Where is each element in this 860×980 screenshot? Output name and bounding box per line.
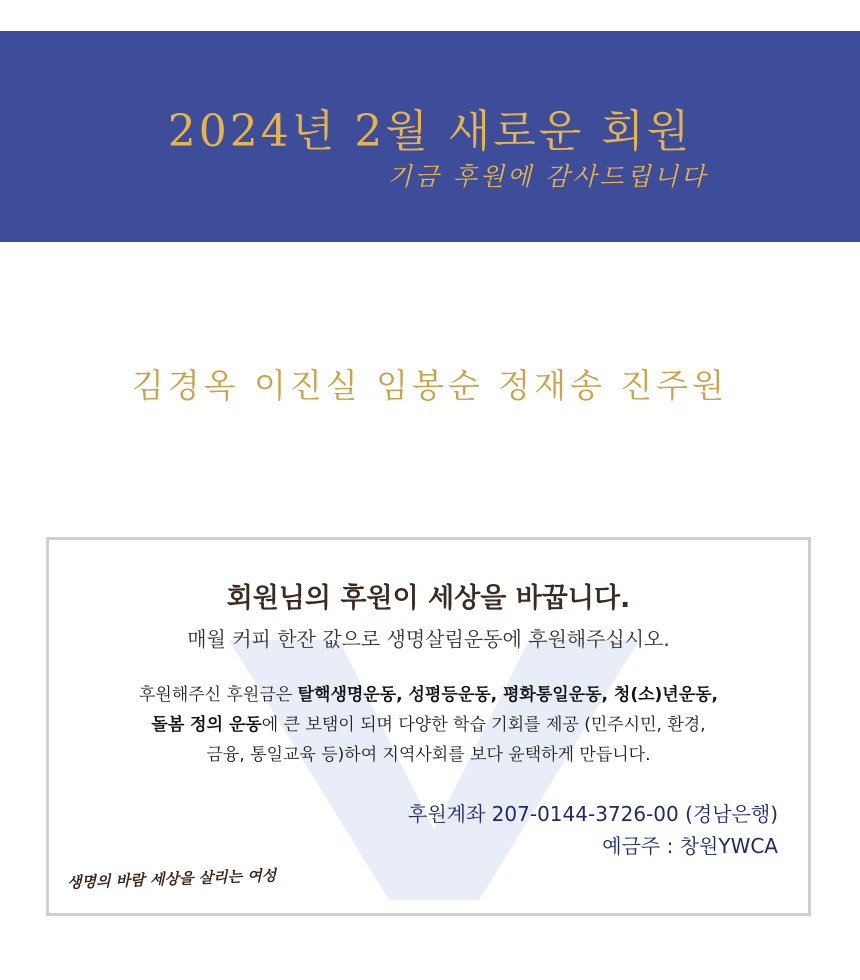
account-info	[408, 798, 778, 862]
donation-info-box	[46, 537, 811, 916]
box-heading: 회원님의 후원이 세상을 바꿉니다.	[226, 583, 631, 614]
body-line-2: 돌봄 정의 운동에 큰 보탬이 되며 다양한 학습 기회를 제공 (민주시민, 환경,	[151, 715, 706, 735]
box-subheading: 매월 커피 한잔 값으로 생명살림운동에 후원해주십시오.	[187, 627, 670, 651]
new-members-names: 김경옥 이진실 임봉순 정재송 진주원	[131, 366, 729, 405]
box-body-text	[49, 680, 808, 770]
header-banner	[0, 31, 860, 242]
banner-title: 2024년 2월 새로운 회원	[167, 106, 693, 157]
account-holder: 예금주 : 창원YWCA	[602, 834, 778, 858]
slogan-text: 생명의 바람 세상을 살리는 여성	[66, 866, 277, 892]
banner-subtitle: 기금 후원에 감사드립니다	[387, 162, 708, 191]
body-line-3: 금융, 통일교육 등)하여 지역사회를 보다 윤택하게 만듭니다.	[206, 745, 651, 765]
account-number: 후원계좌 207-0144-3726-00 (경남은행)	[408, 802, 778, 826]
ywca-logo-watermark-icon	[219, 630, 649, 910]
body-line-1: 후원해주신 후원금은 탈핵생명운동, 성평등운동, 평화통일운동, 청(소)년운동,	[138, 685, 719, 705]
